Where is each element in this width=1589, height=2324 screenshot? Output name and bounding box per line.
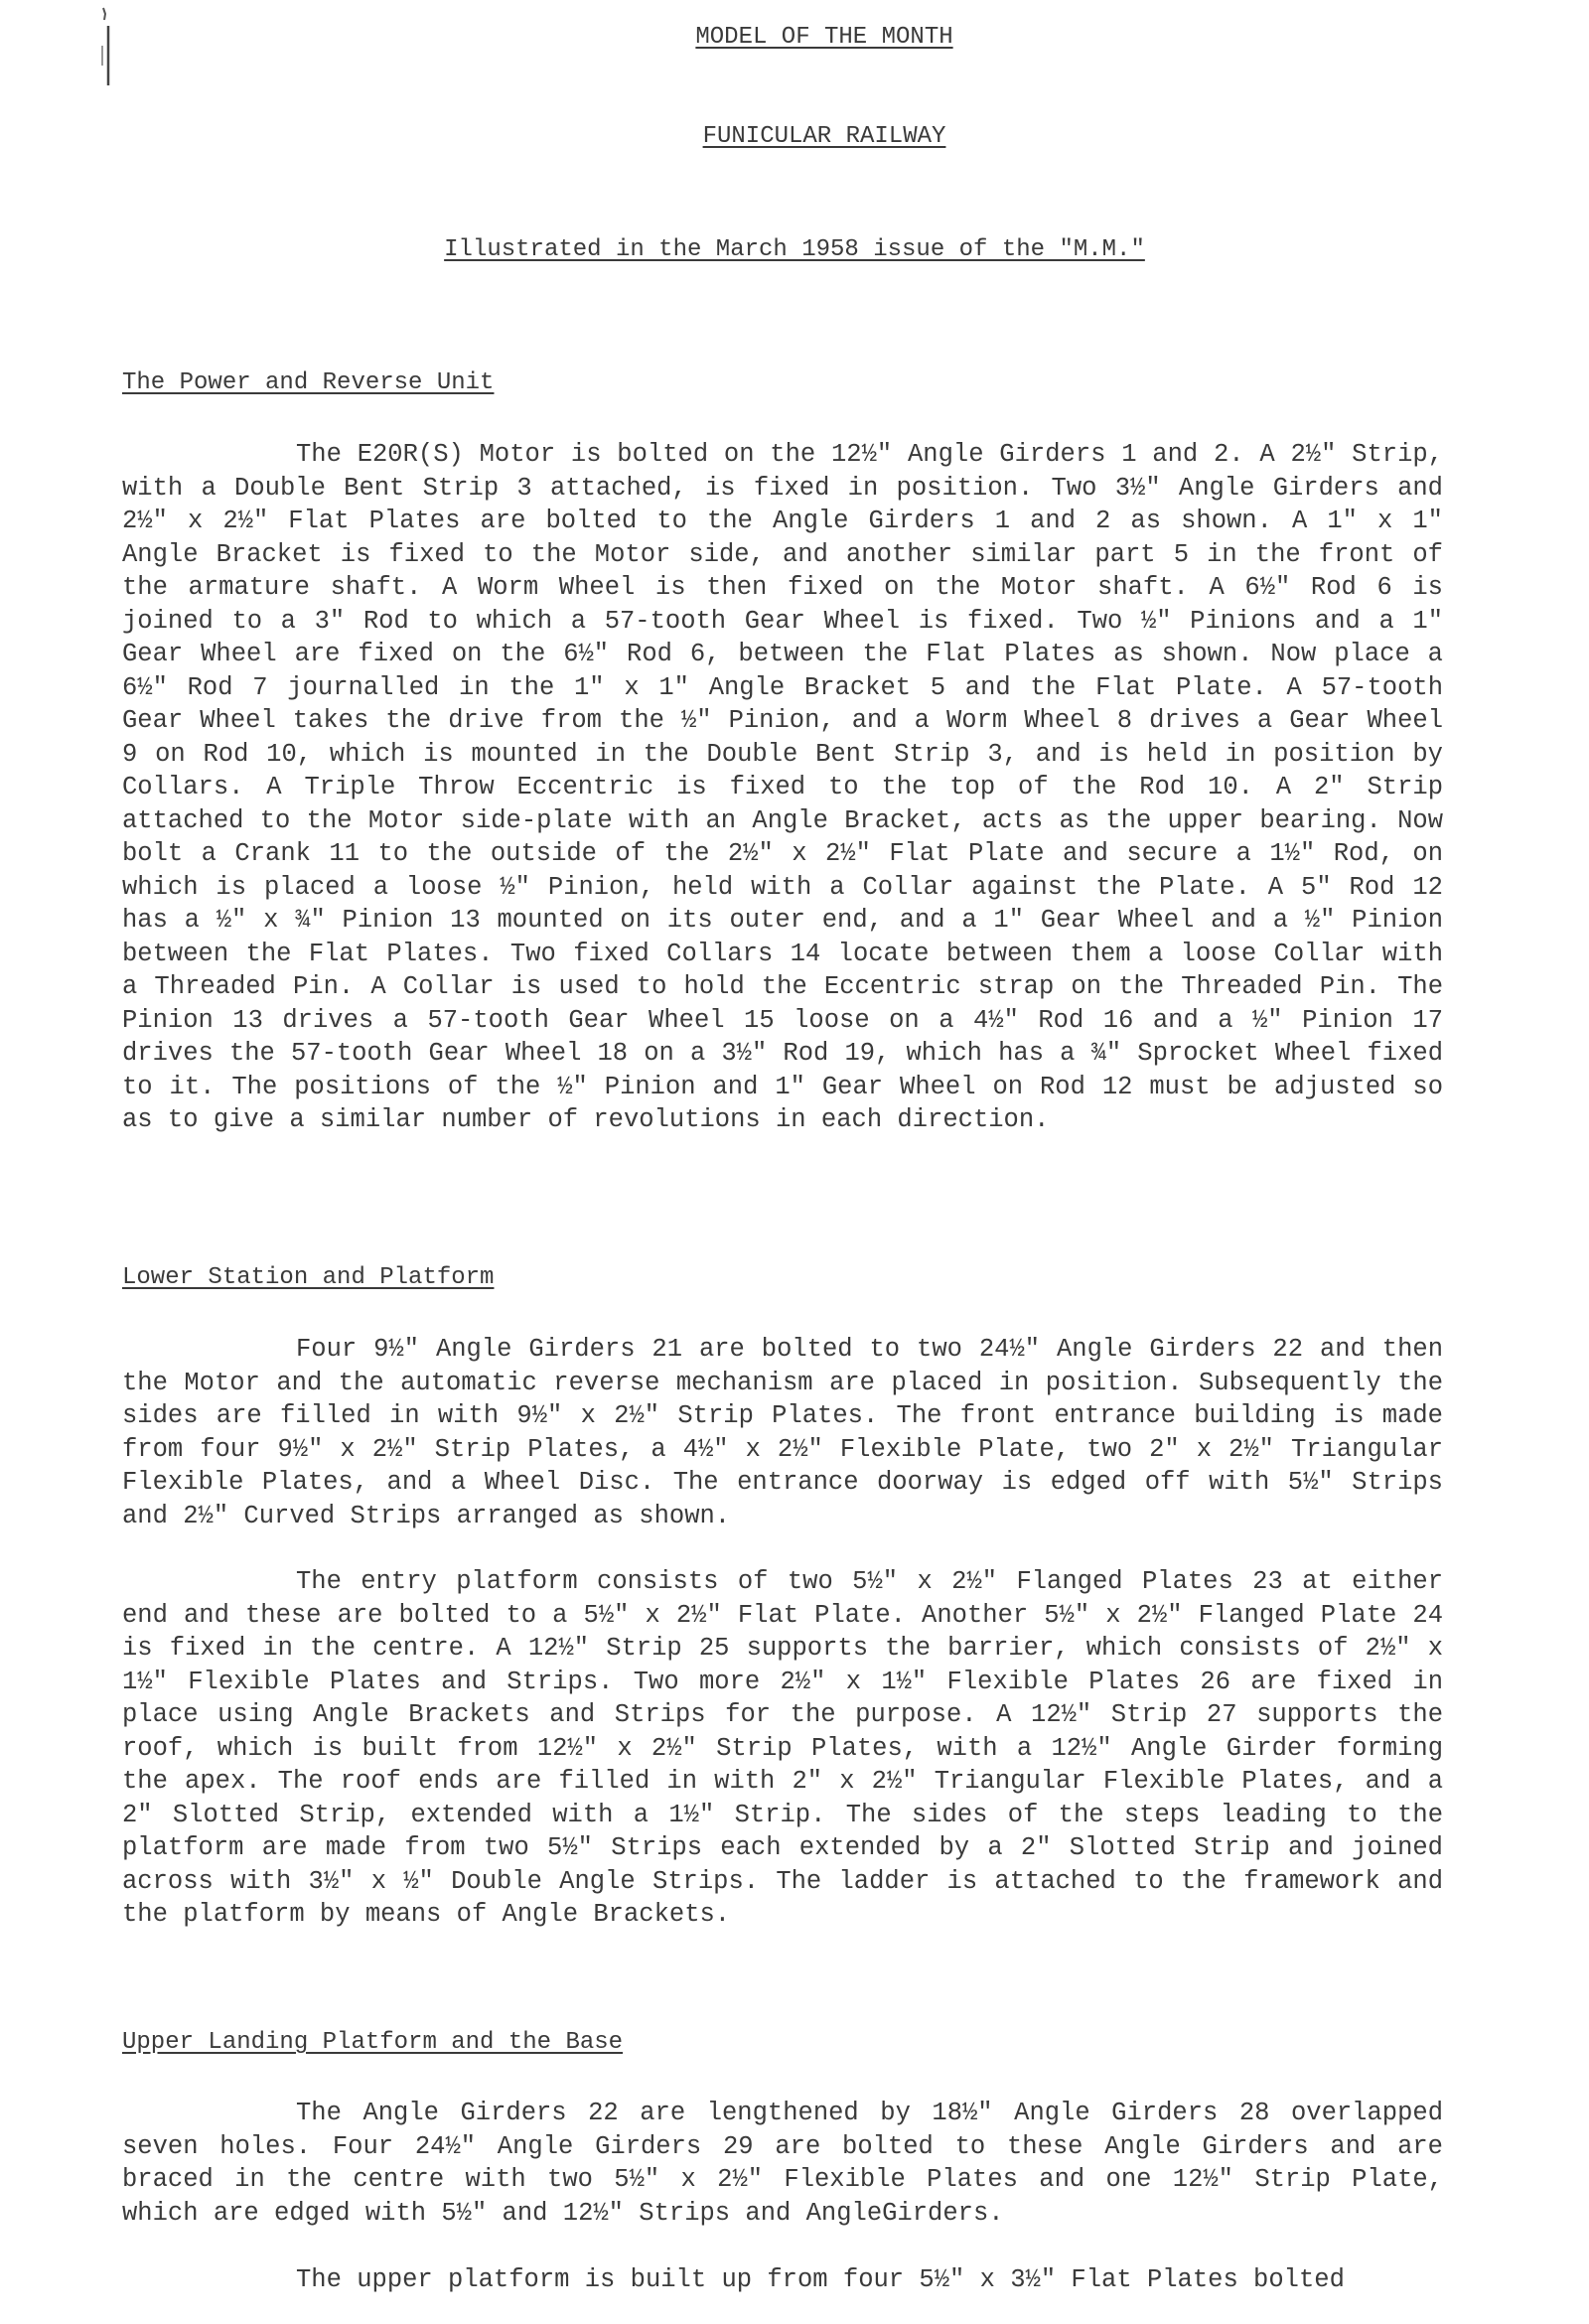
- paragraph-upper-landing-2: The upper platform is built up from four 5½" x 3½" Flat Plates bolted: [296, 2265, 1345, 2294]
- illustrated-note: Illustrated in the March 1958 issue of the "M.M.": [444, 236, 1145, 263]
- staple-mark: [99, 6, 113, 95]
- section-heading-upper-landing: Upper Landing Platform and the Base: [122, 2029, 624, 2056]
- paragraph-lower-station-1: Four 9½" Angle Girders 21 are bolted to two 24½" Angle Girders 22 and then the Motor and the automatic reverse mechanism are placed in position. Subsequently the sides are filled in with 9½" x 2½" Strip Plates. The front entrance building is made from four 9½" x 2½" Strip Plates, a 4½" x 2½" Flexible Plate, two 2" x 2½" Triangular Flexible Plates, and a Wheel Disc. The entrance doorway is edged off with 5½" Strips and 2½" Curved Strips arranged as shown.: [122, 1335, 1443, 1530]
- paragraph-lower-station-2: The entry platform consists of two 5½" x 2½" Flanged Plates 23 at either end and these are bolted to a 5½" x 2½" Flat Plate. Another 5½" x 2½" Flanged Plate 24 is fixed in the centre. A 12½" Strip 25 supports the barrier, which consists of 2½" x 1½" Flexible Plates and Strips. Two more 2½" x 1½" Flexible Plates 26 are fixed in place using Angle Brackets and Strips for the purpose. A 12½" Strip 27 supports the roof, which is built from 12½" x 2½" Strip Plates, with a 12½" Angle Girder forming the apex. The roof ends are filled in with 2" x 2½" Triangular Flexible Plates, and a 2" Slotted Strip, extended with a 1½" Strip. The sides of the steps leading to the platform are made from two 5½" Strips each extended by a 2" Slotted Strip and joined across with 3½" x ½" Double Angle Strips. The ladder is attached to the framework and the platform by means of Angle Brackets.: [122, 1567, 1443, 1929]
- page-subtitle: FUNICULAR RAILWAY: [702, 123, 946, 150]
- section-heading-power-reverse: The Power and Reverse Unit: [122, 369, 495, 396]
- page-title: MODEL OF THE MONTH: [695, 24, 953, 51]
- section-heading-lower-station: Lower Station and Platform: [122, 1264, 495, 1291]
- paragraph-upper-landing-1: The Angle Girders 22 are lengthened by 18½" Angle Girders 28 overlapped seven holes. Four 24½" Angle Girders 29 are bolted to these Angle Girders and are braced in the centre with two 5½" x 2½" Flexible Plates and one 12½" Strip Plate, which are edged with 5½" and 12½" Strips and AngleGirders.: [122, 2099, 1443, 2228]
- paragraph-power-reverse: The E20R(S) Motor is bolted on the 12½" Angle Girders 1 and 2. A 2½" Strip, with a Double Bent Strip 3 attached, is fixed in position. Two 3½" Angle Girders and 2½" x 2½" Flat Plates are bolted to the Angle Girders 1 and 2 as shown. A 1" x 1" Angle Bracket is fixed to the Motor side, and another similar part 5 in the front of the armature shaft. A Worm Wheel is then fixed on the Motor shaft. A 6½" Rod 6 is joined to a 3" Rod to which a 57-tooth Gear Wheel is fixed. Two ½" Pinions and a 1" Gear Wheel are fixed on the 6½" Rod 6, between the Flat Plates as shown. Now place a 6½" Rod 7 journalled in the 1" x 1" Angle Bracket 5 and the Flat Plate. A 57-tooth Gear Wheel takes the drive from the ½" Pinion, and a Worm Wheel 8 drives a Gear Wheel 9 on Rod 10, which is mounted in the Double Bent Strip 3, and is held in position by Collars. A Triple Throw Eccentric is fixed to the top of the Rod 10. A 2" Strip attached to the Motor side-plate with an Angle Bracket, acts as the upper bearing. Now bolt a Crank 11 to the outside of the 2½" x 2½" Flat Plate and secure a 1½" Rod, on which is placed a loose ½" Pinion, held with a Collar against the Plate. A 5" Rod 12 has a ½" x ¾" Pinion 13 mounted on its outer end, and a 1" Gear Wheel and a ½" Pinion between the Flat Plates. Two fixed Collars 14 locate between them a loose Collar with a Threaded Pin. A Collar is used to hold the Eccentric strap on the Threaded Pin. The Pinion 13 drives a 57-tooth Gear Wheel 15 loose on a 4½" Rod 16 and a ½" Pinion 17 drives the 57-tooth Gear Wheel 18 on a 3½" Rod 19, which has a ¾" Sprocket Wheel fixed to it. The positions of the ½" Pinion and 1" Gear Wheel on Rod 12 must be adjusted so as to give a similar number of revolutions in each direction.: [122, 440, 1443, 1134]
